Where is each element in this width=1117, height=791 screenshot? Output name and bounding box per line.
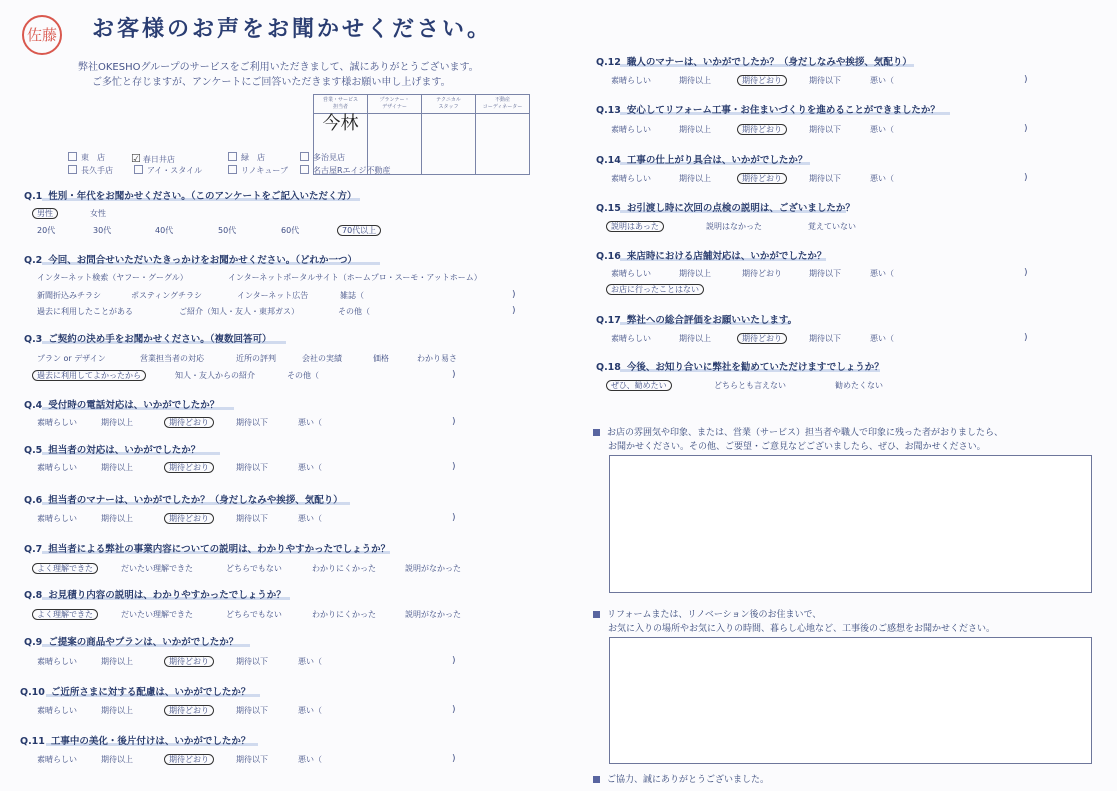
rating-option[interactable]: 期待以下 — [809, 269, 841, 278]
close-paren: ) — [1024, 173, 1028, 183]
q3-option[interactable]: プラン or デザイン — [37, 354, 106, 363]
q1-age-option[interactable]: 50代 — [218, 226, 237, 235]
rating-option[interactable]: 期待以下 — [236, 755, 268, 764]
q2-option[interactable]: インターネット検索（ヤフー・グーグル） — [37, 273, 188, 282]
store-option[interactable]: アイ・スタイル — [134, 165, 202, 176]
rating-option[interactable]: 期待以上 — [101, 755, 133, 764]
checkbox-icon[interactable] — [68, 152, 77, 161]
question-9: Q.9 ご提案の商品やプランは、いかがでしたか？ — [24, 637, 239, 648]
rating-option[interactable]: 期待以上 — [101, 418, 133, 427]
store-option[interactable]: リノキューブ — [228, 165, 288, 176]
q2-option[interactable]: ご紹介（知人・友人・東邦ガス） — [179, 307, 299, 316]
rating-option[interactable]: 期待以上 — [679, 334, 711, 343]
question-12: Q.12 職人のマナーは、いかがでしたか？（身だしなみや挨拶、気配り） — [596, 57, 912, 68]
q8-option[interactable]: よく理解できた — [37, 609, 98, 620]
staff-value-technical[interactable] — [422, 114, 476, 175]
question-16: Q.16 来店時における店舗対応は、いかがでしたか？ — [596, 251, 827, 262]
q2-option[interactable]: 過去に利用したことがある — [37, 307, 133, 316]
q8-option[interactable]: わかりにくかった — [312, 610, 376, 619]
staff-header-realestate: 不動産 コーディネーター — [476, 95, 530, 114]
close-paren: ) — [1024, 75, 1028, 85]
rating-option[interactable]: 悪い（ — [298, 657, 322, 666]
rating-option[interactable]: 悪い（ — [870, 334, 894, 343]
question-13: Q.13 安心してリフォーム工事・お住まいづくりを進めることができましたか？ — [596, 105, 940, 116]
question-5: Q.5 担当者の対応は、いかがでしたか？ — [24, 445, 201, 456]
rating-option[interactable]: 期待どおり — [169, 656, 214, 667]
page-title: お客様のお声をお聞かせください。 — [92, 17, 493, 42]
rating-option[interactable]: 期待どおり — [742, 75, 787, 86]
close-paren: ) — [452, 513, 456, 523]
q1-age-option[interactable]: 30代 — [93, 226, 112, 235]
rating-option[interactable]: 素晴らしい — [611, 76, 651, 85]
rating-option[interactable]: 期待どおり — [169, 462, 214, 473]
store-option[interactable]: ☑ 春日井店 — [131, 152, 175, 165]
checkbox-icon[interactable] — [134, 165, 143, 174]
rating-option[interactable]: 期待どおり — [169, 705, 214, 716]
question-17: Q.17 弊社への総合評価をお願いいたします。 — [596, 315, 798, 326]
rating-option[interactable]: 期待以下 — [236, 463, 268, 472]
rating-option[interactable]: 期待以下 — [236, 514, 268, 523]
q2-option[interactable]: インターネットポータルサイト（ホームプロ・スーモ・アットホーム） — [228, 273, 482, 282]
rating-option[interactable]: 悪い（ — [870, 269, 894, 278]
checkmark-icon[interactable]: ☑ — [131, 152, 141, 165]
q7-option[interactable]: わかりにくかった — [312, 564, 376, 573]
question-18: Q.18 今後、お知り合いに弊社を勧めていただけますでしょうか？ — [596, 362, 884, 373]
store-option[interactable]: 長久手店 — [68, 165, 113, 176]
bullet-square-icon — [593, 611, 600, 618]
q3-option[interactable]: 営業担当者の対応 — [140, 354, 204, 363]
q2-option[interactable]: インターネット広告 — [237, 291, 309, 300]
question-10: Q.10 ご近所さまに対する配慮は、いかがでしたか？ — [20, 687, 251, 698]
rating-option[interactable]: 期待以下 — [236, 657, 268, 666]
q15-option[interactable]: 覚えていない — [808, 222, 856, 231]
q1-age-option[interactable]: 20代 — [37, 226, 56, 235]
rating-option[interactable]: 期待以下 — [236, 418, 268, 427]
rating-option[interactable]: 期待どおり — [169, 513, 214, 524]
close-paren: ) — [512, 290, 516, 300]
q8-option[interactable]: だいたい理解できた — [121, 610, 193, 619]
staff-value-realestate[interactable] — [476, 114, 530, 175]
q7-option[interactable]: どちらでもない — [226, 564, 282, 573]
staff-header-technical: テクニカル スタッフ — [422, 95, 476, 114]
checkbox-icon[interactable] — [300, 165, 309, 174]
q2-option[interactable]: その他（ — [338, 307, 370, 316]
intro-line-2: ご多忙と存じますが、アンケートにご回答いただきます様お願い申し上げます。 — [92, 77, 451, 88]
close-paren: ) — [452, 417, 456, 427]
q3-option[interactable]: 価格 — [373, 354, 389, 363]
q3-option[interactable]: わかり易さ — [417, 354, 457, 363]
staff-value-sales[interactable]: 今林 — [314, 114, 368, 175]
rating-option[interactable]: 期待以下 — [809, 76, 841, 85]
staff-header-planner: プランナー・ デザイナー — [368, 95, 422, 114]
question-2: Q.2 今回、お問合せいただいたきっかけをお聞かせください。（どれか一つ） — [24, 255, 358, 266]
store-option[interactable]: 緑 店 — [228, 152, 265, 163]
checkbox-icon[interactable] — [68, 165, 77, 174]
q18-option[interactable]: どちらとも言えない — [714, 381, 786, 390]
close-paren: ) — [452, 656, 456, 666]
q1-age-option[interactable]: 60代 — [281, 226, 300, 235]
intro-line-1: 弊社OKESHOグループのサービスをご利用いただきまして、誠にありがとうございます。 — [78, 62, 479, 73]
q18-option[interactable]: ぜひ、勧めたい — [611, 380, 672, 391]
rating-option[interactable]: 期待以上 — [101, 657, 133, 666]
question-14: Q.14 工事の仕上がり具合は、いかがでしたか？ — [596, 155, 808, 166]
question-3: Q.3 ご契約の決め手をお聞かせください。（複数回答可） — [24, 334, 272, 345]
rating-option[interactable]: 期待以上 — [101, 514, 133, 523]
rating-option[interactable]: 素晴らしい — [37, 755, 77, 764]
rating-option[interactable]: 期待以上 — [679, 174, 711, 183]
q2-option[interactable]: 雑誌（ — [340, 291, 364, 300]
q18-option[interactable]: 勧めたくない — [835, 381, 883, 390]
q3-option[interactable]: 近所の評判 — [236, 354, 276, 363]
q2-option[interactable]: 新聞折込みチラシ — [37, 291, 101, 300]
rating-option[interactable]: 期待以上 — [101, 463, 133, 472]
q7-option[interactable]: よく理解できた — [37, 563, 98, 574]
q1-age-option[interactable]: 70代以上 — [342, 225, 381, 236]
close-paren: ) — [512, 306, 516, 316]
rating-option[interactable]: 期待以下 — [809, 174, 841, 183]
close-paren: ) — [1024, 333, 1028, 343]
rating-option[interactable]: 素晴らしい — [611, 334, 651, 343]
rating-option[interactable]: 期待以上 — [679, 125, 711, 134]
q15-option[interactable]: 説明はなかった — [706, 222, 762, 231]
close-paren: ) — [452, 462, 456, 472]
q8-option[interactable]: どちらでもない — [226, 610, 282, 619]
store-option[interactable]: 東 店 — [68, 152, 105, 163]
rating-option[interactable]: 悪い（ — [870, 125, 894, 134]
q8-option[interactable]: 説明がなかった — [405, 610, 461, 619]
q3-option[interactable]: 過去に利用してよかったから — [37, 370, 146, 381]
comment-2-prompt-line-2: お気に入りの場所やお気に入りの時間、暮らし心地など、工事後のご感想をお聞かせください。 — [608, 624, 996, 634]
rating-option[interactable]: 期待どおり — [742, 173, 787, 184]
rating-option[interactable]: 悪い（ — [298, 706, 322, 715]
rating-option[interactable]: 素晴らしい — [37, 706, 77, 715]
rating-option[interactable]: 悪い（ — [870, 76, 894, 85]
rating-option[interactable]: 悪い（ — [298, 514, 322, 523]
bullet-square-icon — [593, 776, 600, 783]
staff-table — [313, 94, 530, 175]
q1-option-female[interactable]: 女性 — [90, 209, 106, 218]
rating-option[interactable]: 素晴らしい — [611, 174, 651, 183]
store-option[interactable]: 名古屋Rエイジ不動産 — [300, 165, 391, 176]
checkbox-icon[interactable] — [228, 152, 237, 161]
close-paren: ) — [452, 370, 456, 380]
q1-option-male[interactable]: 男性 — [37, 208, 58, 219]
rating-option[interactable]: 素晴らしい — [37, 418, 77, 427]
rating-option[interactable]: 素晴らしい — [37, 514, 77, 523]
rating-option[interactable]: 悪い（ — [298, 755, 322, 764]
checkbox-icon[interactable] — [300, 152, 309, 161]
bullet-square-icon — [593, 429, 600, 436]
rating-option[interactable]: 期待以下 — [809, 334, 841, 343]
q3-option[interactable]: 知人・友人からの紹介 — [175, 371, 255, 380]
q3-option[interactable]: その他（ — [287, 371, 319, 380]
close-paren: ) — [1024, 268, 1028, 278]
question-1: Q.1 性別・年代をお聞かせください。（このアンケートをご記入いただく方） — [24, 191, 357, 202]
rating-option[interactable]: 期待どおり — [742, 269, 782, 278]
comment-1-textarea[interactable] — [609, 455, 1092, 593]
rating-option[interactable]: 素晴らしい — [611, 269, 651, 278]
rating-option[interactable]: 期待どおり — [169, 754, 214, 765]
store-option[interactable]: 多治見店 — [300, 152, 345, 163]
rating-option[interactable]: 期待以上 — [679, 76, 711, 85]
rating-option[interactable]: 素晴らしい — [611, 125, 651, 134]
rating-option[interactable]: 悪い（ — [870, 174, 894, 183]
question-8: Q.8 お見積り内容の説明は、わかりやすかったでしょうか？ — [24, 590, 286, 601]
rating-option[interactable]: 期待どおり — [742, 124, 787, 135]
rating-option[interactable]: 期待以上 — [101, 706, 133, 715]
question-15: Q.15 お引渡し時に次回の点検の説明は、ございましたか？ — [596, 203, 855, 214]
rating-option[interactable]: 期待どおり — [169, 417, 214, 428]
q1-age-option[interactable]: 40代 — [155, 226, 174, 235]
seal-stamp: 佐藤 — [22, 15, 62, 55]
close-paren: ) — [452, 754, 456, 764]
rating-option[interactable]: 期待どおり — [742, 333, 787, 344]
rating-option[interactable]: 期待以下 — [236, 706, 268, 715]
rating-option[interactable]: 期待以下 — [809, 125, 841, 134]
q2-option[interactable]: ポスティングチラシ — [131, 291, 203, 300]
checkbox-icon[interactable] — [228, 165, 237, 174]
rating-option[interactable]: 素晴らしい — [37, 463, 77, 472]
thanks-message: ご協力、誠にありがとうございました。 — [593, 772, 769, 785]
rating-option[interactable]: 期待以上 — [679, 269, 711, 278]
q16-option-never-visited[interactable]: お店に行ったことはない — [611, 284, 704, 295]
q7-option[interactable]: 説明がなかった — [405, 564, 461, 573]
q15-option[interactable]: 説明はあった — [611, 221, 664, 232]
q7-option[interactable]: だいたい理解できた — [121, 564, 193, 573]
question-7: Q.7 担当者による弊社の事業内容についての説明は、わかりやすかったでしょうか？ — [24, 544, 391, 555]
q3-option[interactable]: 会社の実績 — [302, 354, 342, 363]
comment-1-prompt-line-2: お聞かせください。その他、ご要望・ご意見などございましたら、ぜひ、お聞かせください。 — [608, 442, 986, 452]
close-paren: ) — [452, 705, 456, 715]
comment-2-textarea[interactable] — [609, 637, 1092, 764]
comment-2-prompt-line-1: リフォームまたは、リノベーション後のお住まいで、 — [593, 607, 821, 620]
question-4: Q.4 受付時の電話対応は、いかがでしたか？ — [24, 400, 220, 411]
rating-option[interactable]: 悪い（ — [298, 463, 322, 472]
staff-header-sales: 営業・サービス 担当者 — [314, 95, 368, 114]
comment-1-prompt-line-1: お店の雰囲気や印象、または、営業（サービス）担当者や職人で印象に残った者がおりましたら、 — [593, 425, 1003, 438]
rating-option[interactable]: 素晴らしい — [37, 657, 77, 666]
close-paren: ) — [1024, 124, 1028, 134]
question-6: Q.6 担当者のマナーは、いかがでしたか？（身だしなみや挨拶、気配り） — [24, 495, 343, 506]
question-11: Q.11 工事中の美化・後片付けは、いかがでしたか？ — [20, 736, 251, 747]
rating-option[interactable]: 悪い（ — [298, 418, 322, 427]
